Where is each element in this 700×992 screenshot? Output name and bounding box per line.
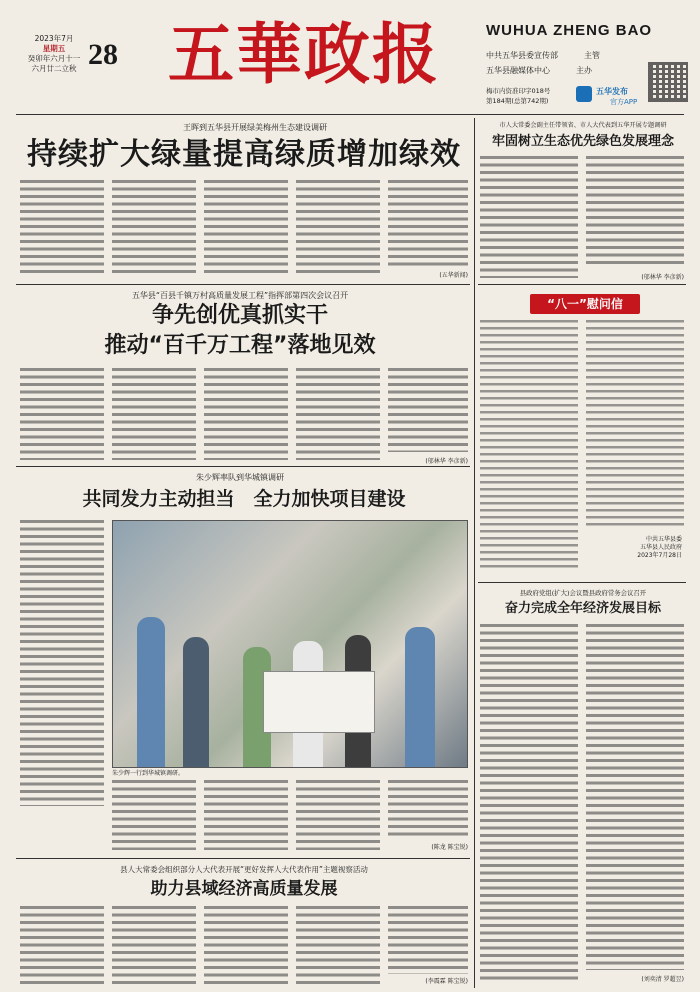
section-rule-2 [16,466,470,467]
issue-number: 第184期(总第742期) [486,97,549,105]
right-top-col-1 [480,156,578,278]
host-role: 主办 [576,66,592,75]
right-mid-col-1 [480,624,578,980]
right-top-headline: 牢固树立生态优先绿色发展理念 [491,134,674,149]
newspaper-logo: 五華政报 [168,15,440,93]
letter-col-1 [480,320,578,568]
app-logo-icon [576,86,592,102]
column-divider [474,118,475,988]
second-headline-2: 推动“百千万工程”落地见效 [104,333,376,358]
second-body-col-4 [296,368,380,460]
print-info [486,86,550,106]
third-body-col-2 [112,780,196,850]
app-subtitle: 官方APP [610,98,638,106]
third-body-col-5 [388,780,468,840]
date-text [24,34,84,74]
host: 五华县融媒体中心 [486,66,550,75]
lead-headline: 持续扩大绿量提高绿质增加绿效 [27,137,461,172]
sponsor: 中共五华县委宣传部 [486,51,558,60]
solar-term: 六月廿二立秋 [31,64,77,73]
bottom-body-col-5 [388,906,468,974]
right-mid-col-2 [586,624,684,970]
news-photo [112,520,468,768]
third-body-col-4 [296,780,380,850]
lead-body-col-2 [112,180,196,276]
second-headline-1: 争先创优真抓实干 [151,303,328,328]
bottom-body-col-3 [204,906,288,984]
bottom-headline: 助力县域经济高质量发展 [150,879,338,899]
section-rule-4 [16,858,470,859]
section-rule-1b [478,284,686,285]
photo-caption: 朱少辉一行到华城镇调研。 [112,770,185,777]
third-headline: 共同发力主动担当 全力加快项目建设 [82,488,406,510]
app-name: 五华发布 [596,87,628,96]
section-rule-3 [478,582,686,583]
lead-body-col-5 [388,180,468,268]
date-box [24,34,132,74]
second-body-col-1 [20,368,104,460]
letter-sign-date: 2023年7月28日 [637,552,682,559]
lead-body-col-3 [204,180,288,276]
right-top-kicker: 市人大常委会副主任带领省、市人大代表到五华开展专题调研 [499,122,667,129]
year-month: 2023年7月 [34,34,74,43]
second-kicker: 五华县“百县千镇万村高质量发展工程”指挥部第四次会议召开 [131,291,349,300]
third-body-col-3 [204,780,288,850]
right-mid-headline: 奋力完成全年经济发展目标 [504,601,661,616]
masthead [0,0,700,112]
second-body-col-3 [204,368,288,460]
publisher-info [486,48,600,78]
third-body-col-1 [20,520,104,806]
second-body-col-5 [388,368,468,452]
right-top-author: (邬林华 李彦新) [641,274,684,281]
qr-code-icon [648,62,688,102]
lunar-date: 癸卯年六月十一 [27,54,81,63]
lead-author: (五华新闻) [439,272,468,279]
bottom-body-col-4 [296,906,380,984]
bottom-author: (李震霖 陈宝锐) [425,978,468,985]
bottom-kicker: 县人大常委会组织部分人大代表开展“更好发挥人大代表作用”主题视察活动 [120,865,368,874]
letter-signature [586,536,682,560]
print-permit: 梅市内资准印字018号 [486,87,551,95]
day-number: 28 [88,38,118,71]
bottom-body-col-2 [112,906,196,984]
right-mid-kicker: 县政府党组(扩大)会议暨县政府常务会议召开 [519,589,647,597]
section-rule-1 [16,284,470,285]
lead-body-col-4 [296,180,380,276]
right-mid-author: (刘奕清 罗超昱) [641,976,684,983]
letter-banner: “八一”慰问信 [530,294,640,314]
letter-col-2 [586,320,684,530]
bottom-body-col-1 [20,906,104,984]
sponsor-role: 主管 [584,51,600,60]
lead-body-col-1 [20,180,104,276]
third-kicker: 朱少辉率队到华城镇调研 [196,473,284,482]
third-author: (陈龙 陈宝锐) [431,844,468,851]
weekday: 星期五 [42,44,66,53]
second-body-col-2 [112,368,196,460]
second-author: (邬林华 李彦新) [425,458,468,465]
letter-sign-gov: 五华县人民政府 [639,544,682,551]
lead-kicker: 王晖到五华县开展绿美梅州生态建设调研 [183,123,327,132]
newspaper-pinyin: WUHUA ZHENG BAO [486,22,653,39]
letter-sign-party: 中共五华县委 [645,536,682,543]
right-top-col-2 [586,156,684,268]
masthead-rule [16,114,684,115]
